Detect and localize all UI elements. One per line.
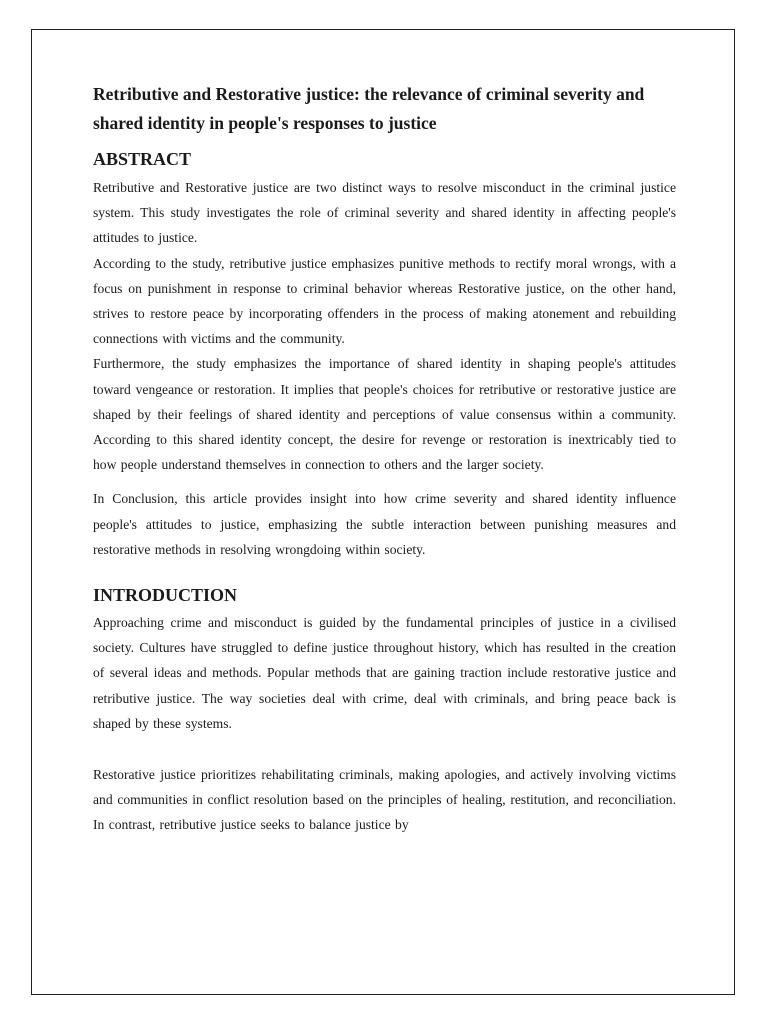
introduction-paragraph: Restorative justice prioritizes rehabilitating criminals, making apologies, and actively involving victims and communities in conflict resolution based on the principles of healing, restitution, and reconciliation. In contrast, retributive justice seeks to balance justice by: [93, 767, 676, 833]
introduction-paragraph: Approaching crime and misconduct is guided by the fundamental principles of justice in a civilised society. Cultures have struggled to define justice throughout history, which has resulted in the creation of several ideas and methods. Popular methods that are gaining traction include restorative justice and retributive justice. The way societies deal with crime, deal with criminals, and bring peace back is shaped by these systems.: [93, 615, 676, 731]
abstract-heading: ABSTRACT: [93, 149, 192, 169]
abstract-paragraph: Furthermore, the study emphasizes the importance of shared identity in shaping people's attitudes toward vengeance or restoration. It implies that people's choices for retributive or restorative justice are shaped by their feelings of shared identity and perceptions of value consensus within a community. According to this shared identity concept, the desire for revenge or restoration is inextricably tied to how people understand themselves in connection to others and the larger society.: [93, 356, 676, 473]
abstract-paragraph: According to the study, retributive justice emphasizes punitive methods to rectify moral wrongs, with a focus on punishment in response to criminal behavior whereas Restorative justice, on the other hand, strives to restore peace by incorporating offenders in the process of making atonement and rebuilding connections with victims and the community.: [93, 255, 676, 347]
introduction-heading: INTRODUCTION: [93, 585, 238, 606]
document-title: Retributive and Restorative justice: the relevance of criminal severity and shared identity in people's responses to justice: [93, 84, 645, 133]
abstract-paragraph: Retributive and Restorative justice are two distinct ways to resolve misconduct in the criminal justice system. This study investigates the role of criminal severity and shared identity in affecting people's attitudes to justice.: [93, 180, 676, 246]
abstract-conclusion-paragraph: In Conclusion, this article provides insight into how crime severity and shared identity influence people's attitudes to justice, emphasizing the subtle interaction between punishing measures and restorative methods in resolving wrongdoing within society.: [93, 491, 676, 557]
document-body: [93, 80, 676, 838]
